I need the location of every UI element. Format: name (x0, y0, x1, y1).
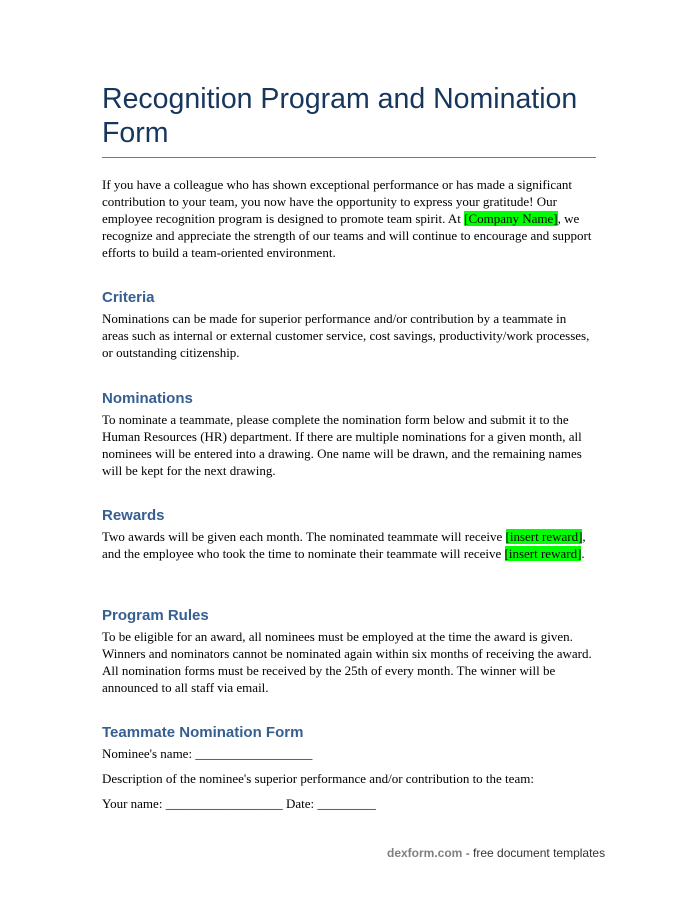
criteria-heading: Criteria (102, 289, 155, 306)
criteria-section (102, 289, 596, 361)
criteria-paragraph: Nominations can be made for superior performance and/or contribution by a teammate in areas such as internal or external customer service, cost savings, productivity/work processes, or outstanding citizenship. (102, 311, 590, 360)
rules-paragraph: To be eligible for an award, all nominees must be employed at the time the award is given. Winners and nominators cannot be nominated again within six months of receiving the award. All nomination forms must be received by the 25th of every month. The winner will be announced to all staff via email. (102, 629, 592, 695)
nominations-heading: Nominations (102, 390, 193, 407)
nomination-form-section (102, 724, 596, 812)
rules-section (102, 607, 596, 696)
rewards-section (102, 507, 596, 562)
nominee-name-label: Nominee's name: (102, 746, 196, 761)
description-line: Description of the nominee's superior performance and/or contribution to the team: (102, 771, 534, 786)
your-name-label: Your name: (102, 796, 166, 811)
intro-text-2: , we recognize and appreciate the strength of our teams and will continue to encourage and support efforts to build a team-oriented environment. (102, 211, 592, 260)
nominations-paragraph: To nominate a teammate, please complete the nomination form below and submit it to the Human Resources (HR) department. If there are multiple nominations for a given month, all nominees will be entered into a drawing. One name will be drawn, and the remaining names will be kept for the next drawing. (102, 412, 582, 478)
nominee-name-field[interactable]: __________________ (195, 746, 313, 761)
intro-section (102, 176, 596, 261)
rules-heading: Program Rules (102, 607, 209, 624)
nominee-name-line (102, 745, 596, 762)
intro-paragraph (102, 176, 596, 261)
rewards-paragraph (102, 528, 596, 562)
intro-text-1: If you have a colleague who has shown exceptional performance or has made a significant contribution to your team, you now have the opportunity to express your gratitude! Our employee recognition program is designed to promote team spirit. At (102, 177, 572, 226)
page-footer (387, 846, 605, 860)
date-field[interactable]: _________ (317, 796, 376, 811)
footer-text: - free document templates (462, 846, 606, 860)
form-heading: Teammate Nomination Form (102, 724, 304, 741)
reward-placeholder-2: [insert reward] (504, 546, 582, 561)
nominations-section (102, 390, 596, 479)
signature-line (102, 795, 596, 812)
rewards-text-1: Two awards will be given each month. The nominated teammate will receive (102, 529, 506, 544)
rewards-text-2: , and the employee who took the time to nominate their teammate will receive (102, 529, 586, 561)
date-label: Date: (282, 796, 318, 811)
document-title: Recognition Program and Nomination Form (102, 83, 578, 149)
title-divider (102, 157, 596, 158)
footer-brand-link[interactable]: dexform.com (387, 846, 463, 860)
reward-placeholder-1: [insert reward] (505, 529, 583, 544)
your-name-field[interactable]: __________________ (165, 796, 283, 811)
rewards-heading: Rewards (102, 507, 165, 524)
company-name-placeholder: [Company Name] (464, 211, 558, 226)
rewards-text-3: . (581, 546, 585, 561)
